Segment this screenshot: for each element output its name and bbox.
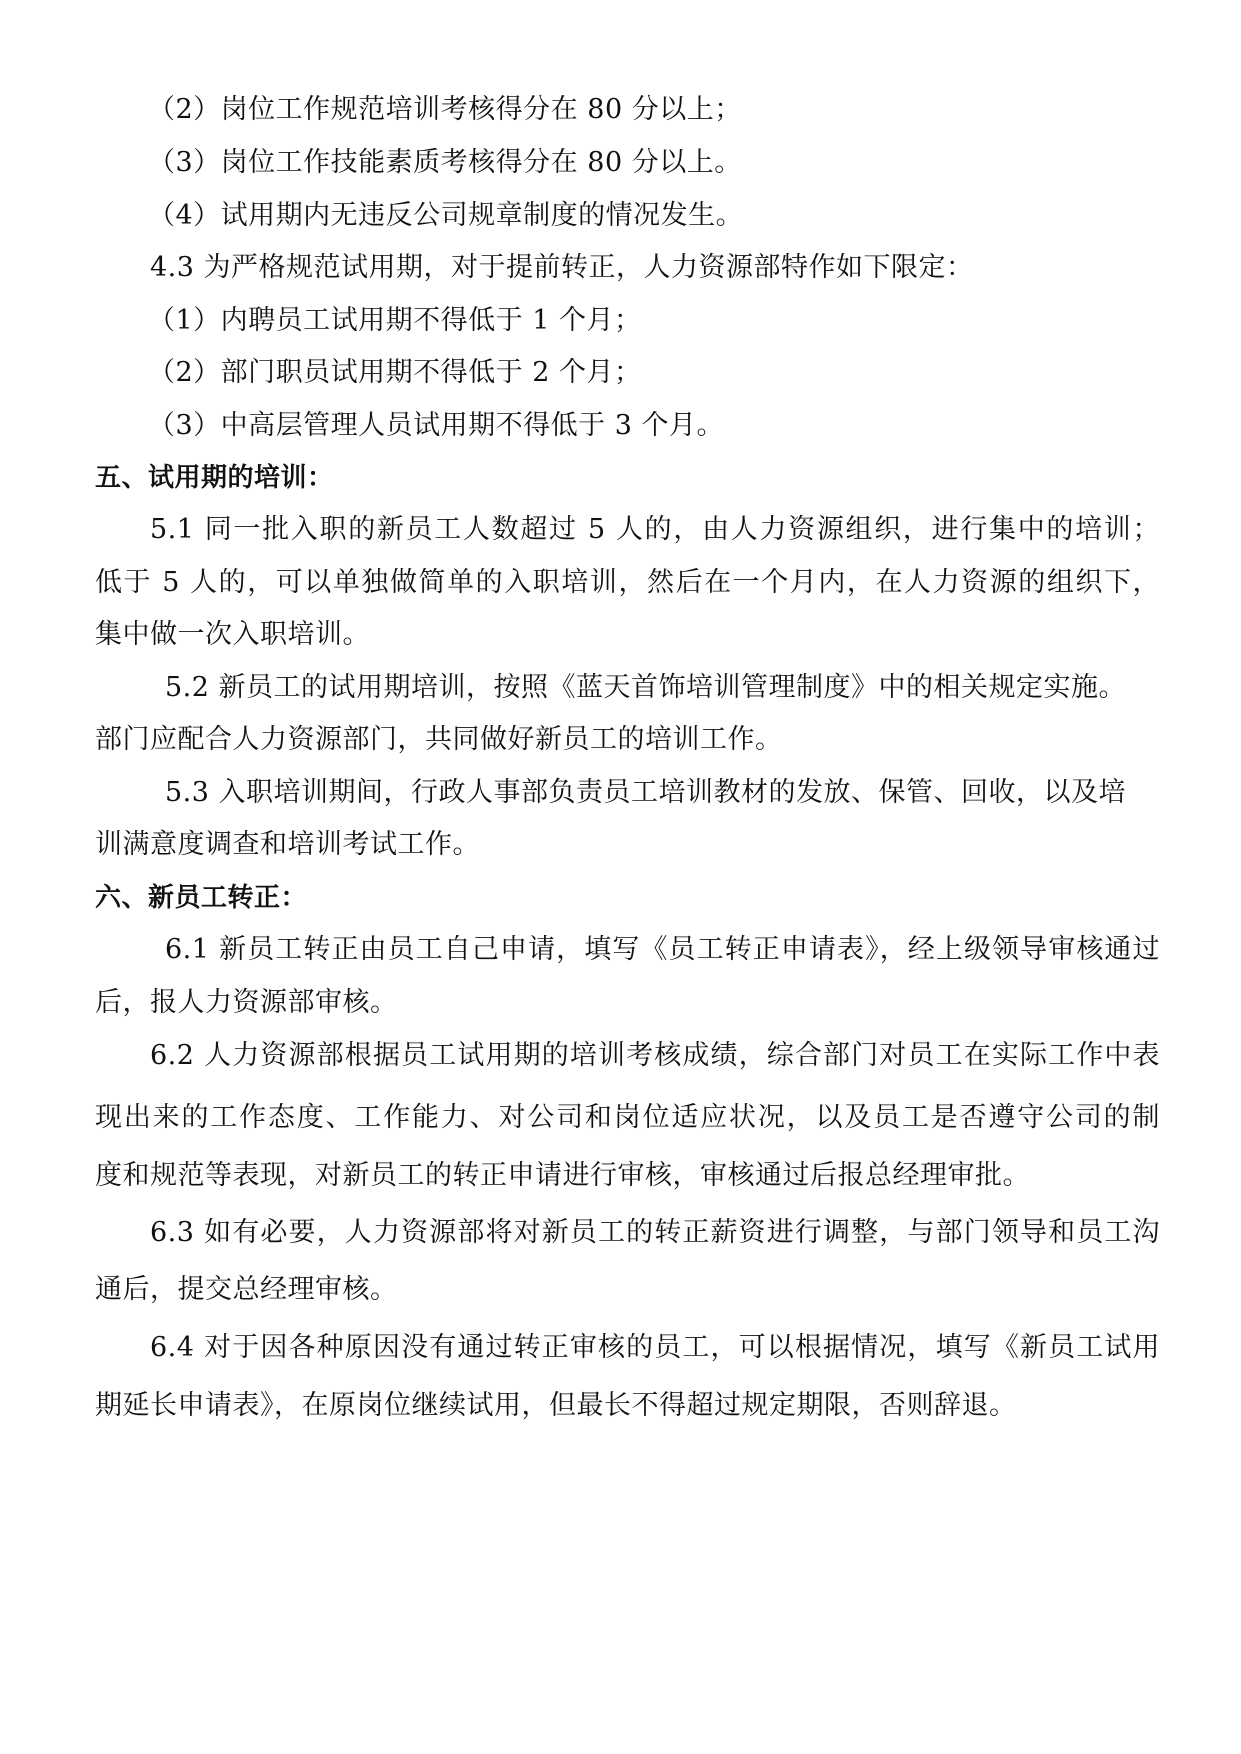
paragraph-line: 6.1 新员工转正由员工自己申请，填写《员工转正申请表》，经上级领导审核通过 bbox=[165, 934, 1160, 965]
paragraph-line: 期延长申请表》，在原岗位继续试用，但最长不得超过规定期限，否则辞退。 bbox=[95, 1390, 1017, 1421]
paragraph-line: 5.3 入职培训期间，行政人事部负责员工培训教材的发放、保管、回收，以及培 bbox=[165, 777, 1127, 808]
paragraph-line: 训满意度调查和培训考试工作。 bbox=[95, 829, 480, 860]
paragraph-line: 集中做一次入职培训。 bbox=[95, 619, 370, 650]
list-item: （1）内聘员工试用期不得低于 1 个月； bbox=[148, 305, 642, 336]
paragraph-line: 5.2 新员工的试用期培训，按照《蓝天首饰培训管理制度》中的相关规定实施。 bbox=[165, 672, 1127, 703]
list-item: （2）部门职员试用期不得低于 2 个月； bbox=[148, 357, 642, 388]
paragraph-line: 现出来的工作态度、工作能力、对公司和岗位适应状况，以及员工是否遵守公司的制 bbox=[95, 1102, 1160, 1133]
paragraph-line: 6.3 如有必要，人力资源部将对新员工的转正薪资进行调整，与部门领导和员工沟 bbox=[150, 1217, 1160, 1248]
list-item: （3）中高层管理人员试用期不得低于 3 个月。 bbox=[148, 410, 725, 441]
list-item: （4）试用期内无违反公司规章制度的情况发生。 bbox=[148, 200, 744, 231]
section-heading: 五、试用期的培训： bbox=[95, 463, 334, 493]
clause-4-3-intro: 4.3 为严格规范试用期，对于提前转正，人力资源部特作如下限定： bbox=[150, 252, 974, 283]
paragraph-line: 度和规范等表现，对新员工的转正申请进行审核，审核通过后报总经理审批。 bbox=[95, 1160, 1030, 1191]
paragraph-line: 6.2 人力资源部根据员工试用期的培训考核成绩，综合部门对员工在实际工作中表 bbox=[150, 1040, 1160, 1071]
paragraph-line: 通后，提交总经理审核。 bbox=[95, 1274, 398, 1305]
section-heading: 六、新员工转正： bbox=[95, 883, 308, 913]
paragraph-line: 5.1 同一批入职的新员工人数超过 5 人的，由人力资源组织，进行集中的培训； bbox=[150, 514, 1160, 545]
paragraph-line: 低于 5 人的，可以单独做简单的入职培训，然后在一个月内，在人力资源的组织下， bbox=[95, 567, 1160, 598]
paragraph-line: 部门应配合人力资源部门，共同做好新员工的培训工作。 bbox=[95, 724, 783, 755]
paragraph-line: 6.4 对于因各种原因没有通过转正审核的员工，可以根据情况，填写《新员工试用 bbox=[150, 1332, 1160, 1363]
list-item: （3）岗位工作技能素质考核得分在 80 分以上。 bbox=[148, 147, 742, 178]
list-item: （2）岗位工作规范培训考核得分在 80 分以上； bbox=[148, 94, 742, 125]
paragraph-line: 后，报人力资源部审核。 bbox=[95, 987, 398, 1018]
